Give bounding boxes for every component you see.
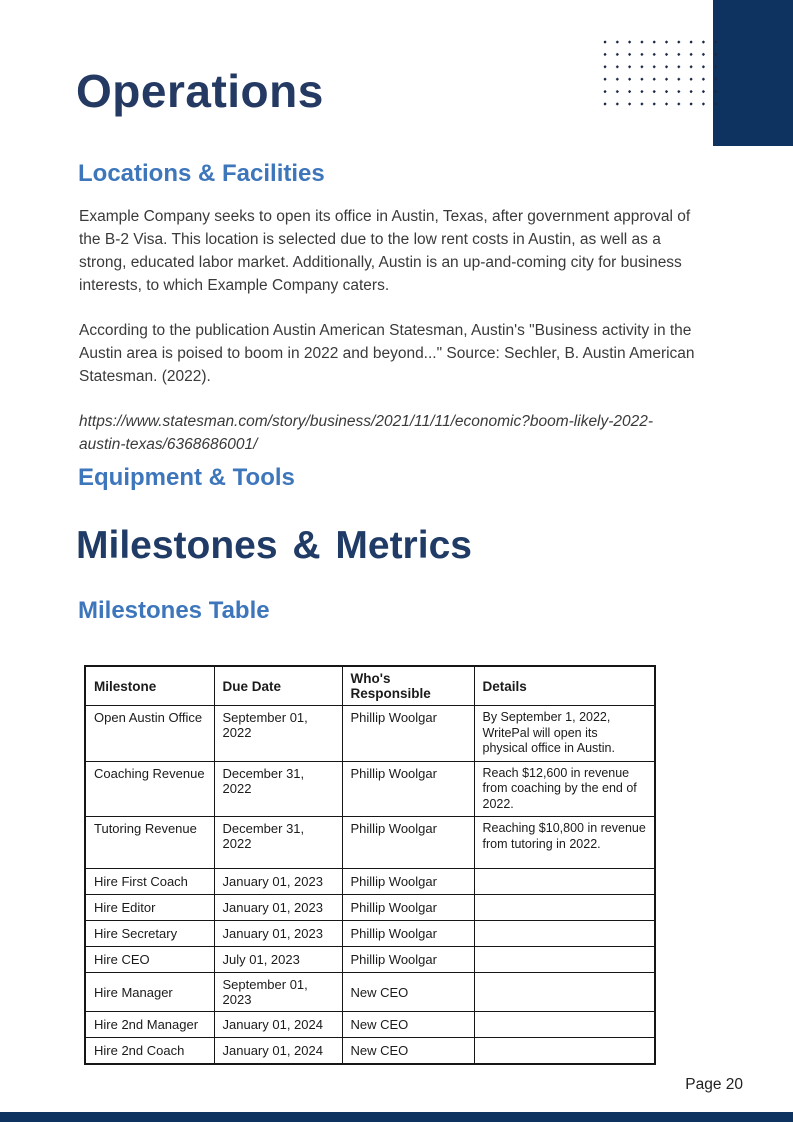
table-row xyxy=(85,973,655,1012)
table-row xyxy=(85,1038,655,1064)
column-header: Details xyxy=(474,666,655,706)
table-cell xyxy=(474,1012,655,1038)
table-cell xyxy=(474,1038,655,1064)
table-cell: Hire 2nd Coach xyxy=(85,1038,214,1064)
table-row xyxy=(85,761,655,817)
table-cell: New CEO xyxy=(342,1012,474,1038)
table-cell: January 01, 2023 xyxy=(214,895,342,921)
page-title: Operations xyxy=(76,65,324,117)
milestones-table-header xyxy=(85,666,655,706)
table-row xyxy=(85,706,655,762)
source-url: https://www.statesman.com/story/business/2021/11/11/economic?boom-likely-2022-austin-texas/6368686001/ xyxy=(79,413,654,453)
table-cell: Phillip Woolgar xyxy=(342,706,474,762)
table-cell: December 31, 2022 xyxy=(214,817,342,869)
table-cell: Hire 2nd Manager xyxy=(85,1012,214,1038)
table-cell: September 01, 2023 xyxy=(214,973,342,1012)
milestones-table xyxy=(84,665,656,1065)
table-cell: By September 1, 2022, WritePal will open its physical office in Austin. xyxy=(474,706,655,762)
table-row xyxy=(85,1012,655,1038)
column-header: Milestone xyxy=(85,666,214,706)
section-heading-locations: Locations & Facilities xyxy=(78,160,325,187)
table-cell: Hire Manager xyxy=(85,973,214,1012)
table-cell: January 01, 2024 xyxy=(214,1038,342,1064)
table-cell: Phillip Woolgar xyxy=(342,817,474,869)
table-row xyxy=(85,947,655,973)
table-cell: Phillip Woolgar xyxy=(342,869,474,895)
section-heading-milestones: Milestones & Metrics xyxy=(76,524,472,567)
table-cell: New CEO xyxy=(342,973,474,1012)
table-cell xyxy=(474,921,655,947)
locations-paragraph-2: According to the publication Austin American Statesman, Austin's "Business activity in the Austin area is poised to boom in 2022 and beyond..." Source: Sechler, B. Austin American Statesman. (2022). xyxy=(79,322,695,385)
table-cell: January 01, 2024 xyxy=(214,1012,342,1038)
table-cell: Reach $12,600 in revenue from coaching by the end of 2022. xyxy=(474,761,655,817)
table-cell: July 01, 2023 xyxy=(214,947,342,973)
table-cell: Phillip Woolgar xyxy=(342,895,474,921)
table-row xyxy=(85,921,655,947)
table-cell: New CEO xyxy=(342,1038,474,1064)
table-cell xyxy=(474,869,655,895)
table-cell: Hire First Coach xyxy=(85,869,214,895)
table-cell xyxy=(474,973,655,1012)
table-cell: Hire Secretary xyxy=(85,921,214,947)
table-cell: Coaching Revenue xyxy=(85,761,214,817)
table-cell: Phillip Woolgar xyxy=(342,761,474,817)
table-row xyxy=(85,869,655,895)
table-cell: Reaching $10,800 in revenue from tutoring in 2022. xyxy=(474,817,655,869)
page-number: Page 20 xyxy=(685,1076,743,1093)
corner-accent-block xyxy=(713,0,793,146)
table-cell: January 01, 2023 xyxy=(214,921,342,947)
section-heading-equipment: Equipment & Tools xyxy=(78,464,295,491)
table-cell: Hire CEO xyxy=(85,947,214,973)
column-header: Who's Responsible xyxy=(342,666,474,706)
dot-pattern-decoration xyxy=(603,40,722,108)
table-cell: Tutoring Revenue xyxy=(85,817,214,869)
table-cell: Phillip Woolgar xyxy=(342,921,474,947)
footer-accent-bar xyxy=(0,1112,793,1122)
table-cell: December 31, 2022 xyxy=(214,761,342,817)
table-cell: Phillip Woolgar xyxy=(342,947,474,973)
table-cell xyxy=(474,947,655,973)
table-row xyxy=(85,817,655,869)
table-row xyxy=(85,895,655,921)
locations-paragraph-1: Example Company seeks to open its office in Austin, Texas, after government approval of the B-2 Visa. This location is selected due to the low rent costs in Austin, as well as a strong, educated labor market. Additionally, Austin is an up-and-coming city for business interests, to which Example Company caters. xyxy=(79,208,691,294)
table-cell: January 01, 2023 xyxy=(214,869,342,895)
table-cell xyxy=(474,895,655,921)
table-cell: Hire Editor xyxy=(85,895,214,921)
table-cell: September 01, 2022 xyxy=(214,706,342,762)
table-cell: Open Austin Office xyxy=(85,706,214,762)
milestones-table-heading: Milestones Table xyxy=(78,597,270,624)
column-header: Due Date xyxy=(214,666,342,706)
